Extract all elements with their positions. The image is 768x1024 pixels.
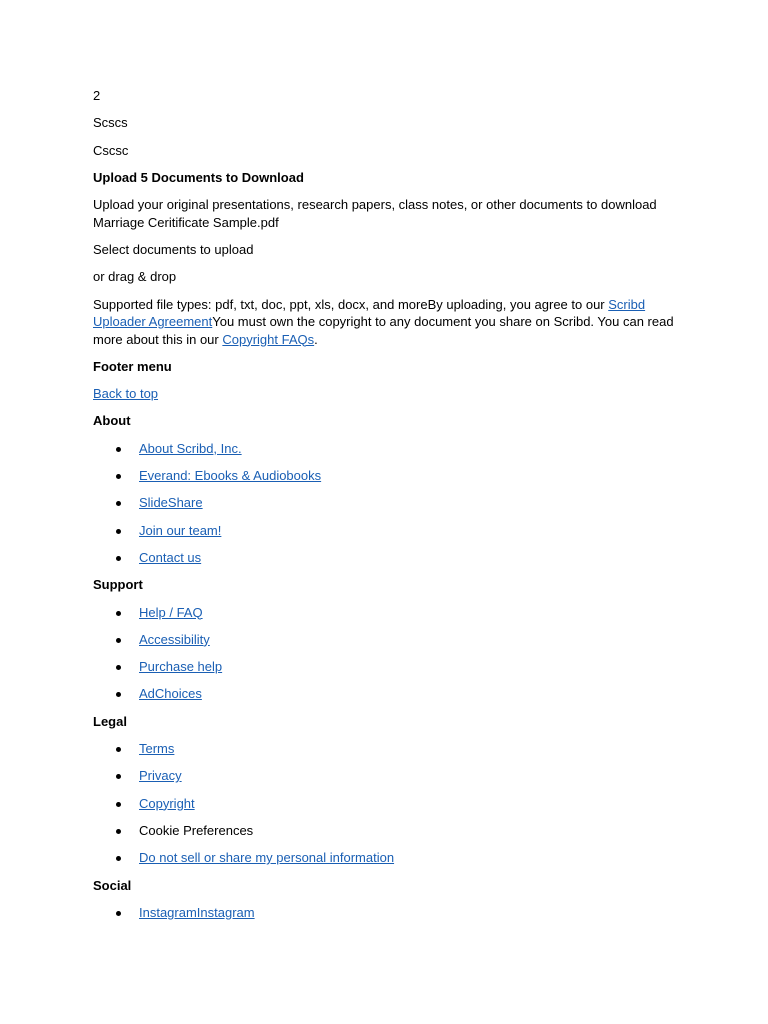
text-line-3: Cscsc [93, 142, 129, 158]
bullet-icon [116, 747, 121, 752]
list-item [93, 849, 683, 867]
footer-menu-heading: Footer menu [93, 358, 172, 374]
do-not-sell-link[interactable]: Do not sell or share my personal information [139, 850, 395, 866]
list-item [93, 549, 683, 567]
bullet-icon [116, 447, 121, 452]
bullet-icon [116, 556, 121, 561]
list-item [93, 685, 683, 703]
purchase-help-link[interactable]: Purchase help [139, 659, 223, 675]
supported-types-text: Supported file types: pdf, txt, doc, ppt, xls, docx, and moreBy uploading, you agree to our [93, 296, 609, 312]
slideshare-link[interactable]: SlideShare [139, 495, 203, 511]
list-item [93, 494, 683, 512]
upload-description-text: Upload your original presentations, research papers, class notes, or other documents to download [93, 197, 657, 213]
legal-list [93, 740, 683, 867]
adchoices-link[interactable]: AdChoices [139, 686, 202, 702]
bullet-icon [116, 611, 121, 616]
accessibility-link[interactable]: Accessibility [139, 631, 210, 647]
bullet-icon [116, 638, 121, 643]
text-line-2: Scscs [93, 115, 128, 131]
supported-types-paragraph [93, 296, 683, 349]
everand-link[interactable]: Everand: Ebooks & Audiobooks [139, 468, 322, 484]
cookie-preferences-button[interactable]: Cookie Preferences [139, 822, 254, 838]
bullet-icon [116, 911, 121, 916]
uploader-agreement-link[interactable]: Scribd Uploader Agreement [93, 296, 646, 330]
list-item [93, 631, 683, 649]
back-to-top-wrapper [93, 385, 683, 403]
bullet-icon [116, 529, 121, 534]
bullet-icon [116, 665, 121, 670]
copyright-notice-text: You must own the copyright to any document you share on Scribd. You can read more about this in our [93, 314, 674, 347]
contact-us-link[interactable]: Contact us [139, 549, 202, 565]
upload-description [93, 196, 683, 231]
about-scribd-link[interactable]: About Scribd, Inc. [139, 440, 242, 456]
back-to-top-link[interactable]: Back to top [93, 386, 159, 402]
upload-heading: Upload 5 Documents to Download [93, 169, 304, 185]
copyright-link[interactable]: Copyright [139, 795, 195, 811]
bullet-icon [116, 474, 121, 479]
list-item [93, 440, 683, 458]
list-item [93, 767, 683, 785]
list-item [93, 740, 683, 758]
support-list [93, 604, 683, 703]
document-content [93, 87, 683, 931]
select-documents-label[interactable]: Select documents to upload [93, 241, 254, 257]
upload-file-name: Marriage Ceritificate Sample.pdf [93, 214, 279, 230]
list-item [93, 467, 683, 485]
help-faq-link[interactable]: Help / FAQ [139, 604, 203, 620]
social-heading: Social [93, 877, 132, 893]
join-team-link[interactable]: Join our team! [139, 522, 222, 538]
list-item [93, 522, 683, 540]
terms-link[interactable]: Terms [139, 741, 175, 757]
about-list [93, 440, 683, 567]
list-item [93, 904, 683, 922]
paragraph-end: . [314, 331, 318, 347]
support-heading: Support [93, 577, 143, 593]
list-item [93, 658, 683, 676]
instagram-link[interactable]: InstagramInstagram [139, 904, 255, 920]
social-list [93, 904, 683, 922]
bullet-icon [116, 856, 121, 861]
bullet-icon [116, 802, 121, 807]
text-line-1: 2 [93, 88, 101, 103]
bullet-icon [116, 774, 121, 779]
bullet-icon [116, 692, 121, 697]
list-item [93, 822, 683, 840]
bullet-icon [116, 829, 121, 834]
copyright-faqs-link[interactable]: Copyright FAQs [222, 331, 315, 347]
list-item [93, 795, 683, 813]
list-item [93, 604, 683, 622]
privacy-link[interactable]: Privacy [139, 768, 182, 784]
drag-drop-label: or drag & drop [93, 269, 177, 285]
about-heading: About [93, 413, 131, 429]
legal-heading: Legal [93, 713, 127, 729]
bullet-icon [116, 501, 121, 506]
